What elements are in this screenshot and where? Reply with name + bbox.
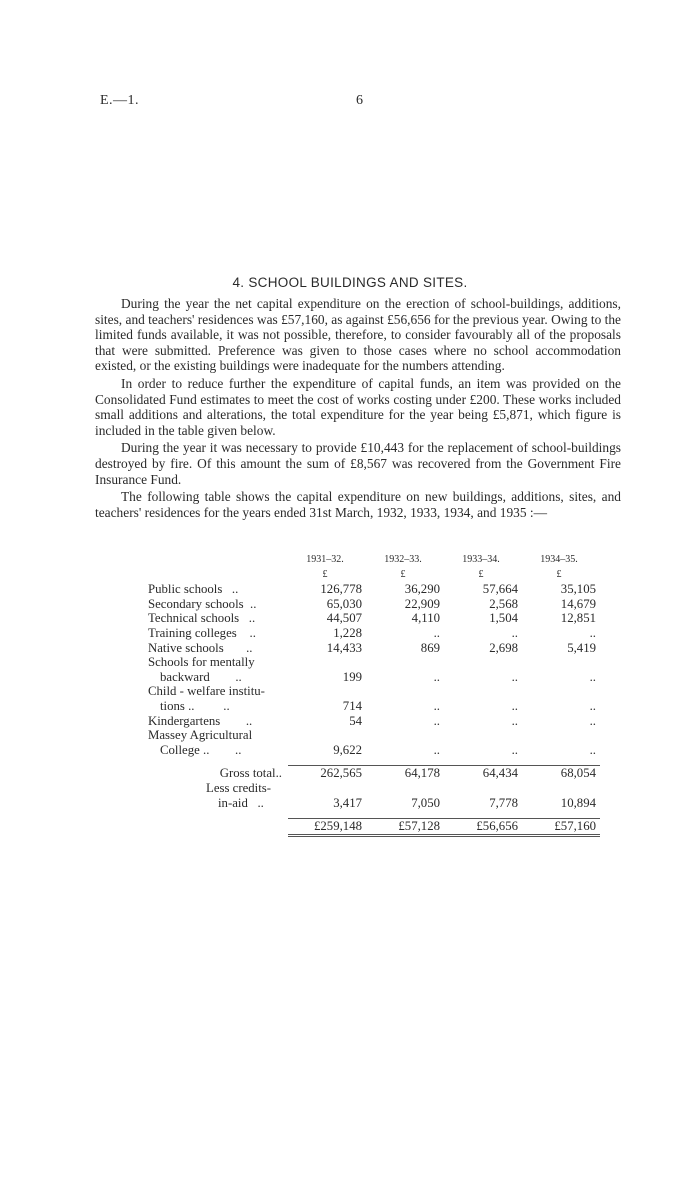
table-row <box>148 641 600 656</box>
column-header: 1931–32. <box>306 554 344 565</box>
table-cell: £57,128 <box>366 819 444 836</box>
less-credits-label: in-aid .. <box>218 795 264 810</box>
less-credits-row <box>148 781 600 796</box>
table-cell: 2,698 <box>489 640 518 655</box>
row-label: College .. .. <box>160 742 242 757</box>
currency-symbol: £ <box>556 568 562 580</box>
table-row <box>148 611 600 626</box>
table-row <box>148 714 600 729</box>
table-cell: .. <box>433 698 440 713</box>
less-credits-row <box>148 796 600 811</box>
table-cell: 199 <box>342 669 362 684</box>
paragraph: During the year it was necessary to provide £10,443 for the replacement of school-buildings destroyed by fire. Of this amount the sum of £8,567 was recovered from the Government Fire Insurance Fund. <box>95 440 621 487</box>
table-header-row <box>148 553 600 568</box>
table-cell: 5,419 <box>567 640 596 655</box>
table-cell: .. <box>589 669 596 684</box>
spacer-row <box>148 810 600 819</box>
table-cell: 869 <box>420 640 440 655</box>
table-cell: .. <box>511 742 518 757</box>
row-label: Schools for mentally <box>148 655 255 670</box>
row-label: Massey Agricultural <box>148 728 253 743</box>
table-cell: £57,160 <box>522 819 600 836</box>
column-header: 1934–35. <box>540 554 578 565</box>
table-cell: .. <box>433 713 440 728</box>
table-row <box>148 597 600 612</box>
gross-total-row <box>148 766 600 781</box>
table-cell: 3,417 <box>333 795 362 810</box>
table-cell: 2,568 <box>489 596 518 611</box>
less-credits-label: Less credits- <box>206 780 272 795</box>
currency-symbol: £ <box>322 568 328 580</box>
table-cell: 65,030 <box>326 596 362 611</box>
table-cell: .. <box>433 742 440 757</box>
column-header: 1932–33. <box>384 554 422 565</box>
table-cell: .. <box>589 713 596 728</box>
currency-symbol: £ <box>478 568 484 580</box>
table-cell: 7,050 <box>411 795 440 810</box>
table-row <box>148 626 600 641</box>
table-cell: .. <box>511 713 518 728</box>
table-cell: 12,851 <box>560 611 596 626</box>
row-label: Technical schools .. <box>148 611 256 626</box>
table-cell: .. <box>511 625 518 640</box>
table-row <box>148 743 600 758</box>
table-cell: .. <box>511 698 518 713</box>
row-label: tions .. .. <box>160 698 230 713</box>
table-cell: 4,110 <box>411 611 440 626</box>
table-row <box>148 670 600 685</box>
table-cell: .. <box>433 625 440 640</box>
table-cell: 126,778 <box>320 582 362 597</box>
table-cell: .. <box>589 698 596 713</box>
table-cell: 64,178 <box>366 766 444 781</box>
spacer-row <box>148 757 600 766</box>
table-row <box>148 582 600 597</box>
net-total-row <box>148 819 600 836</box>
table-row <box>148 684 600 699</box>
row-label: Training colleges .. <box>148 625 256 640</box>
column-header: 1933–34. <box>462 554 500 565</box>
row-label: Public schools .. <box>148 582 239 597</box>
table-cell: 44,507 <box>326 611 362 626</box>
section-title: 4. SCHOOL BUILDINGS AND SITES. <box>232 275 468 290</box>
table-cell: 9,622 <box>333 742 362 757</box>
table-cell: 68,054 <box>522 766 600 781</box>
table-cell: 57,664 <box>482 582 518 597</box>
body-text <box>95 296 621 522</box>
table-cell: 35,105 <box>560 582 596 597</box>
currency-row <box>148 568 600 583</box>
table-cell: 54 <box>349 713 362 728</box>
paragraph: In order to reduce further the expenditure of capital funds, an item was provided on the Consolidated Fund estimates to meet the cost of works costing under £200. These works included small additions and alterations, the total expenditure for the year being £5,871, which figure is included in the table given below. <box>95 375 621 438</box>
table-cell: 1,504 <box>489 611 518 626</box>
table-cell: .. <box>433 669 440 684</box>
row-label: Child - welfare institu- <box>148 684 265 699</box>
table-cell: 7,778 <box>489 795 518 810</box>
table-cell: 64,434 <box>444 766 522 781</box>
paragraph: The following table shows the capital expenditure on new buildings, additions, sites, and teachers' residences for the years ended 31st March, 1932, 1933, 1934, and 1935 :— <box>95 489 621 520</box>
table-cell: 22,909 <box>404 596 440 611</box>
table-cell: 14,679 <box>560 596 596 611</box>
table-cell: .. <box>589 625 596 640</box>
expenditure-table <box>148 553 600 837</box>
table-row <box>148 655 600 670</box>
table-cell: .. <box>511 669 518 684</box>
table-cell: 36,290 <box>404 582 440 597</box>
page-reference: E.—1. <box>100 93 140 108</box>
table-cell: £56,656 <box>444 819 522 836</box>
row-label: Native schools .. <box>148 640 253 655</box>
paragraph: During the year the net capital expenditure on the erection of school-buildings, additions, sites, and teachers' residences was £57,160, as against £56,656 for the previous year. Owing to the limited funds available, it was not possible, therefore, to consider favourably all of the proposals that were submitted. Preference was given to those cases where no school accommodation existed, or the existing buildings were inadequate for the numbers attending. <box>95 296 622 374</box>
row-label: Kindergartens .. <box>148 713 253 728</box>
table-cell: 10,894 <box>560 795 596 810</box>
table-cell: 14,433 <box>326 640 362 655</box>
table-row <box>148 728 600 743</box>
gross-total-label: Gross total.. <box>219 766 282 781</box>
page-number: 6 <box>356 93 363 108</box>
row-label: backward .. <box>160 669 242 684</box>
table-cell: 1,228 <box>333 625 362 640</box>
table-cell: 714 <box>342 698 362 713</box>
table-cell: .. <box>589 742 596 757</box>
table-cell: 262,565 <box>288 766 366 781</box>
row-label: Secondary schools .. <box>148 596 257 611</box>
currency-symbol: £ <box>400 568 406 580</box>
table-row <box>148 699 600 714</box>
table-cell: £259,148 <box>288 819 366 836</box>
